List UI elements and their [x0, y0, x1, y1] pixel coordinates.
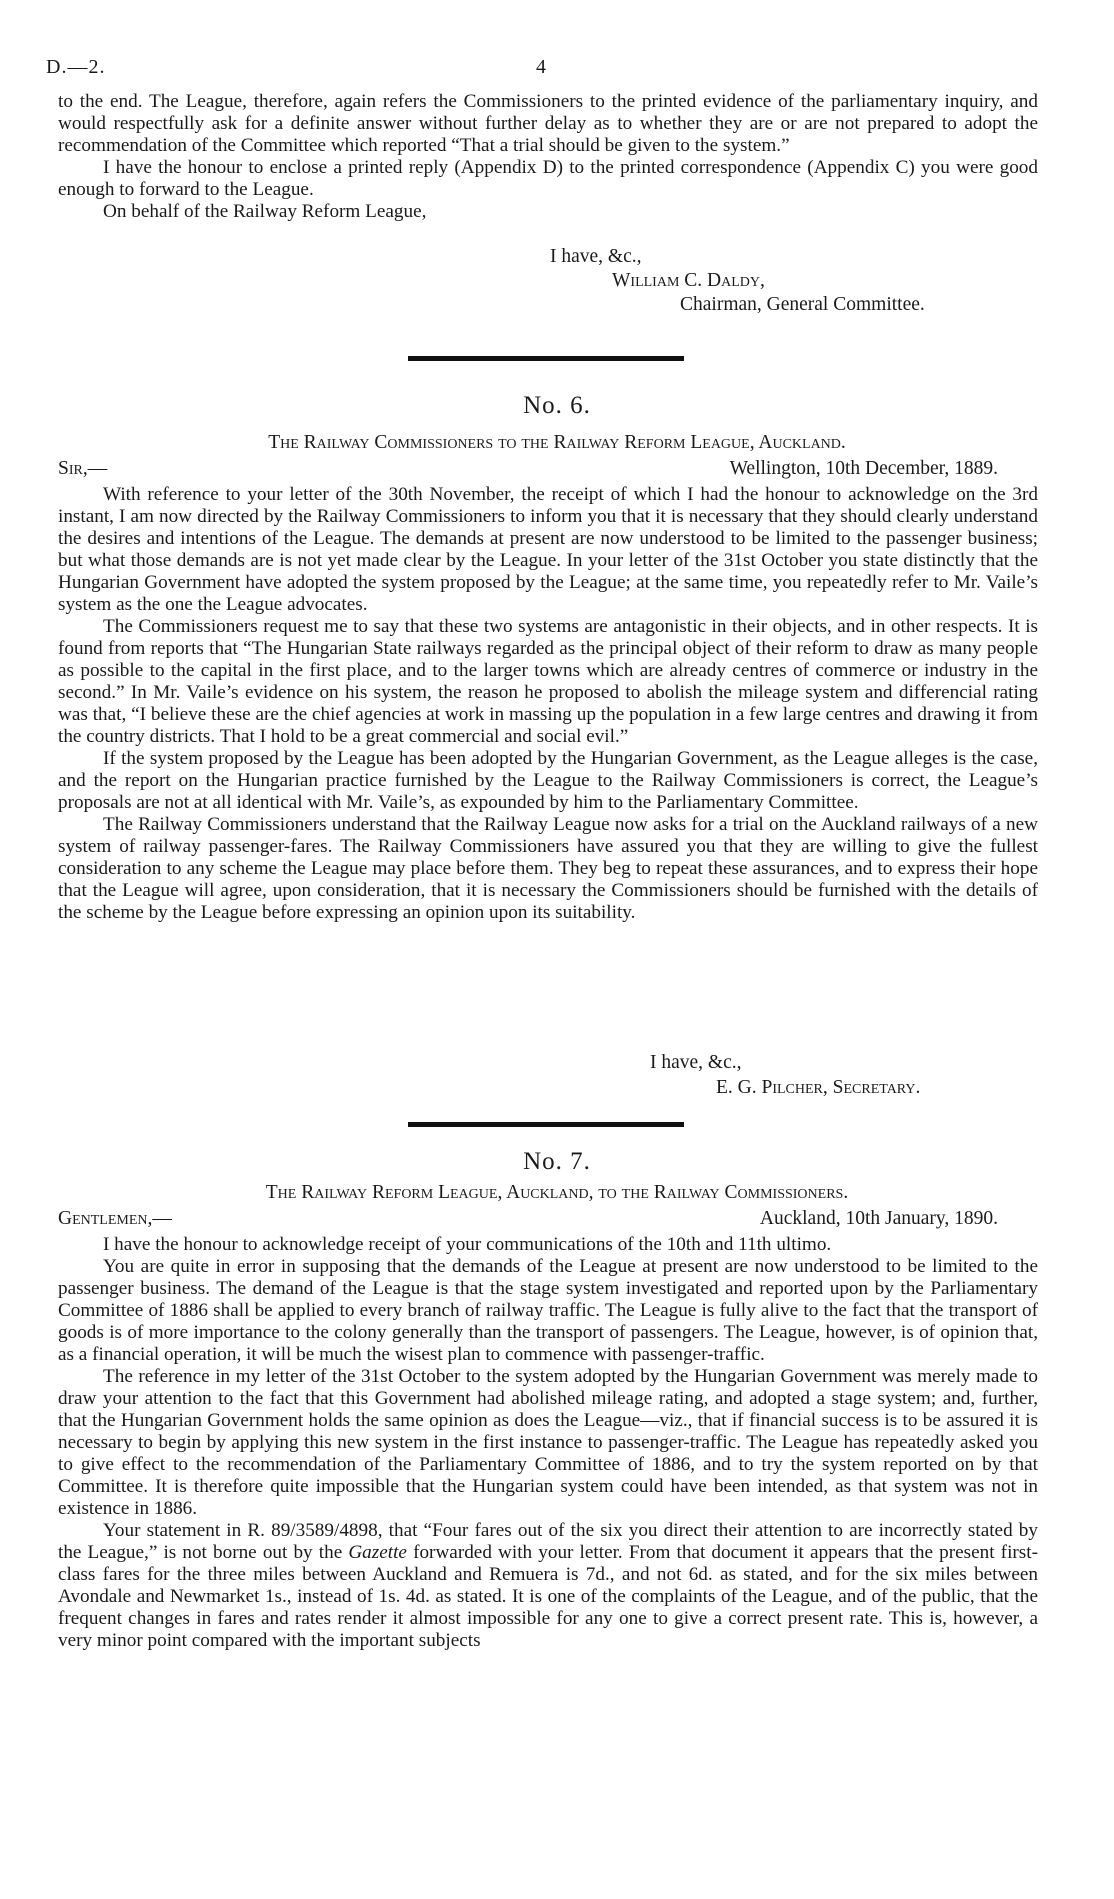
- gazette-title: Gazette: [348, 1542, 407, 1563]
- paragraph-text: Your statement in R. 89/3589/4898, that “Four fares out of the six you direct their attention to are incorrectly stated by the League,” is not borne out by the: [58, 1520, 1038, 1563]
- paragraph: to the end. The League, therefore, again refers the Commissioners to the printed evidence of the parliamentary inquiry, and would respectfully ask for a definite answer without further delay as to whether they are or are not prepared to adopt the recommendation of the Committee which reported “That a trial should be given to the system.”: [58, 91, 1038, 156]
- signatory: E. G. Pilcher, Secretary.: [716, 1077, 921, 1098]
- document-reference: D.—2.: [46, 56, 106, 78]
- closing: I have, &c.,: [650, 1052, 742, 1073]
- closing: I have, &c.,: [550, 246, 642, 267]
- letter-6-body: [58, 484, 1038, 924]
- letter-6-salutation-line: [58, 458, 1038, 482]
- salutation: Sir,—: [58, 458, 108, 479]
- letter-6-number: No. 6.: [523, 392, 591, 419]
- paragraph: [58, 1520, 1038, 1652]
- running-header: [46, 56, 1046, 86]
- letter-6-title: The Railway Commissioners to the Railway Reform League, Auckland.: [268, 432, 846, 453]
- paragraph-text: forwarded with your letter. From that document it appears that the present first-class fares for the three miles between Auckland and Remuera is 7d., and not 6d. as stated, and for the six miles between Avondale and Newmarket 1s., instead of 1s. 4d. as stated. It is one of the complaints of the League, and of the public, that the frequent changes in fares and rates render it almost impossible for any one to give a correct present rate. This is, however, a very minor point compared with the important subjects: [58, 1542, 1038, 1651]
- section-divider: [408, 1122, 684, 1127]
- paragraph: The Railway Commissioners understand that the Railway League now asks for a trial on the Auckland railways of a new system of railway passenger-fares. The Railway Commissioners have assured you that they are willing to give the fullest consideration to any scheme the League may place before them. They beg to repeat these assurances, and to express their hope that the League will agree, upon consideration, that it is necessary the Commissioners should be furnished with the details of the scheme by the League before expressing an opinion upon its suitability.: [58, 814, 1038, 923]
- letter-7-number: No. 7.: [523, 1148, 591, 1175]
- section-divider: [408, 356, 684, 361]
- letter-7-salutation-line: [58, 1208, 1038, 1232]
- paragraph: I have the honour to enclose a printed reply (Appendix D) to the printed correspondence (Appendix C) you were good enough to forward to the League.: [58, 157, 1038, 200]
- page-number: 4: [536, 56, 546, 78]
- letter-7-body: [58, 1234, 1038, 1652]
- paragraph: The Commissioners request me to say that these two systems are antagonistic in their objects, and in other respects. It is found from reports that “The Hungarian State railways regarded as the principal object of their reform to draw as many people as possible to the capital in the first place, and to the larger towns which are already centres of commerce or industry in the second.” In Mr. Vaile’s evidence on his system, the reason he proposed to abolish the mileage system and differencial rating was that, “I believe these are the chief agencies at work in massing up the population in a few large centres and drawing it from the country districts. That I hold to be a great commercial and social evil.”: [58, 616, 1038, 747]
- paragraph: On behalf of the Railway Reform League,: [103, 201, 427, 222]
- signatory-title: Chairman, General Committee.: [680, 294, 925, 315]
- place-date: Auckland, 10th January, 1890.: [759, 1208, 998, 1229]
- letter-7-title: The Railway Reform League, Auckland, to the Railway Commissioners.: [265, 1182, 849, 1203]
- paragraph: With reference to your letter of the 30th November, the receipt of which I had the honour to acknowledge on the 3rd instant, I am now directed by the Railway Commissioners to inform you that it is necessary that they should clearly understand the desires and intentions of the League. The demands at present are now understood to be limited to the passenger business; but what those demands are is not yet made clear by the League. In your letter of the 31st October you state distinctly that the Hungarian Government have adopted the system proposed by the League; at the same time, you repeatedly refer to Mr. Vaile’s system as the one the League advocates.: [58, 484, 1038, 615]
- paragraph: I have the honour to acknowledge receipt of your communications of the 10th and 11th ultimo.: [103, 1234, 832, 1255]
- salutation: Gentlemen,—: [58, 1208, 172, 1229]
- signatory-name: William C. Daldy,: [612, 270, 765, 291]
- paragraph: The reference in my letter of the 31st October to the system adopted by the Hungarian Government was merely made to draw your attention to the fact that this Government had abolished mileage rating, and adopted a stage system; and, further, that the Hungarian Government holds the same opinion as does the League—viz., that if financial success is to be assured it is necessary to begin by applying this new system in the first instance to passenger-traffic. The League has repeatedly asked you to give effect to the recommendation of the Parliamentary Committee of 1886, and to try the system reported on by that Committee. It is therefore quite impossible that the Hungarian system could have been intended, as that system was not in existence in 1886.: [58, 1366, 1038, 1519]
- paragraph: You are quite in error in supposing that the demands of the League at present are now understood to be limited to the passenger business. The demand of the League is that the stage system investigated and reported upon by the Parliamentary Committee of 1886 shall be applied to every branch of railway traffic. The League is fully alive to the fact that the transport of goods is of more importance to the colony generally than the transport of passengers. The League, however, is of opinion that, as a financial operation, it will be much the wisest plan to commence with passenger-traffic.: [58, 1256, 1038, 1365]
- intro-text: [58, 91, 1038, 223]
- place-date: Wellington, 10th December, 1889.: [729, 458, 998, 479]
- paragraph: If the system proposed by the League has been adopted by the Hungarian Government, as the League alleges is the case, and the report on the Hungarian practice furnished by the League to the Railway Commissioners is correct, the League’s proposals are not at all identical with Mr. Vaile’s, as expounded by him to the Parliamentary Committee.: [58, 748, 1038, 813]
